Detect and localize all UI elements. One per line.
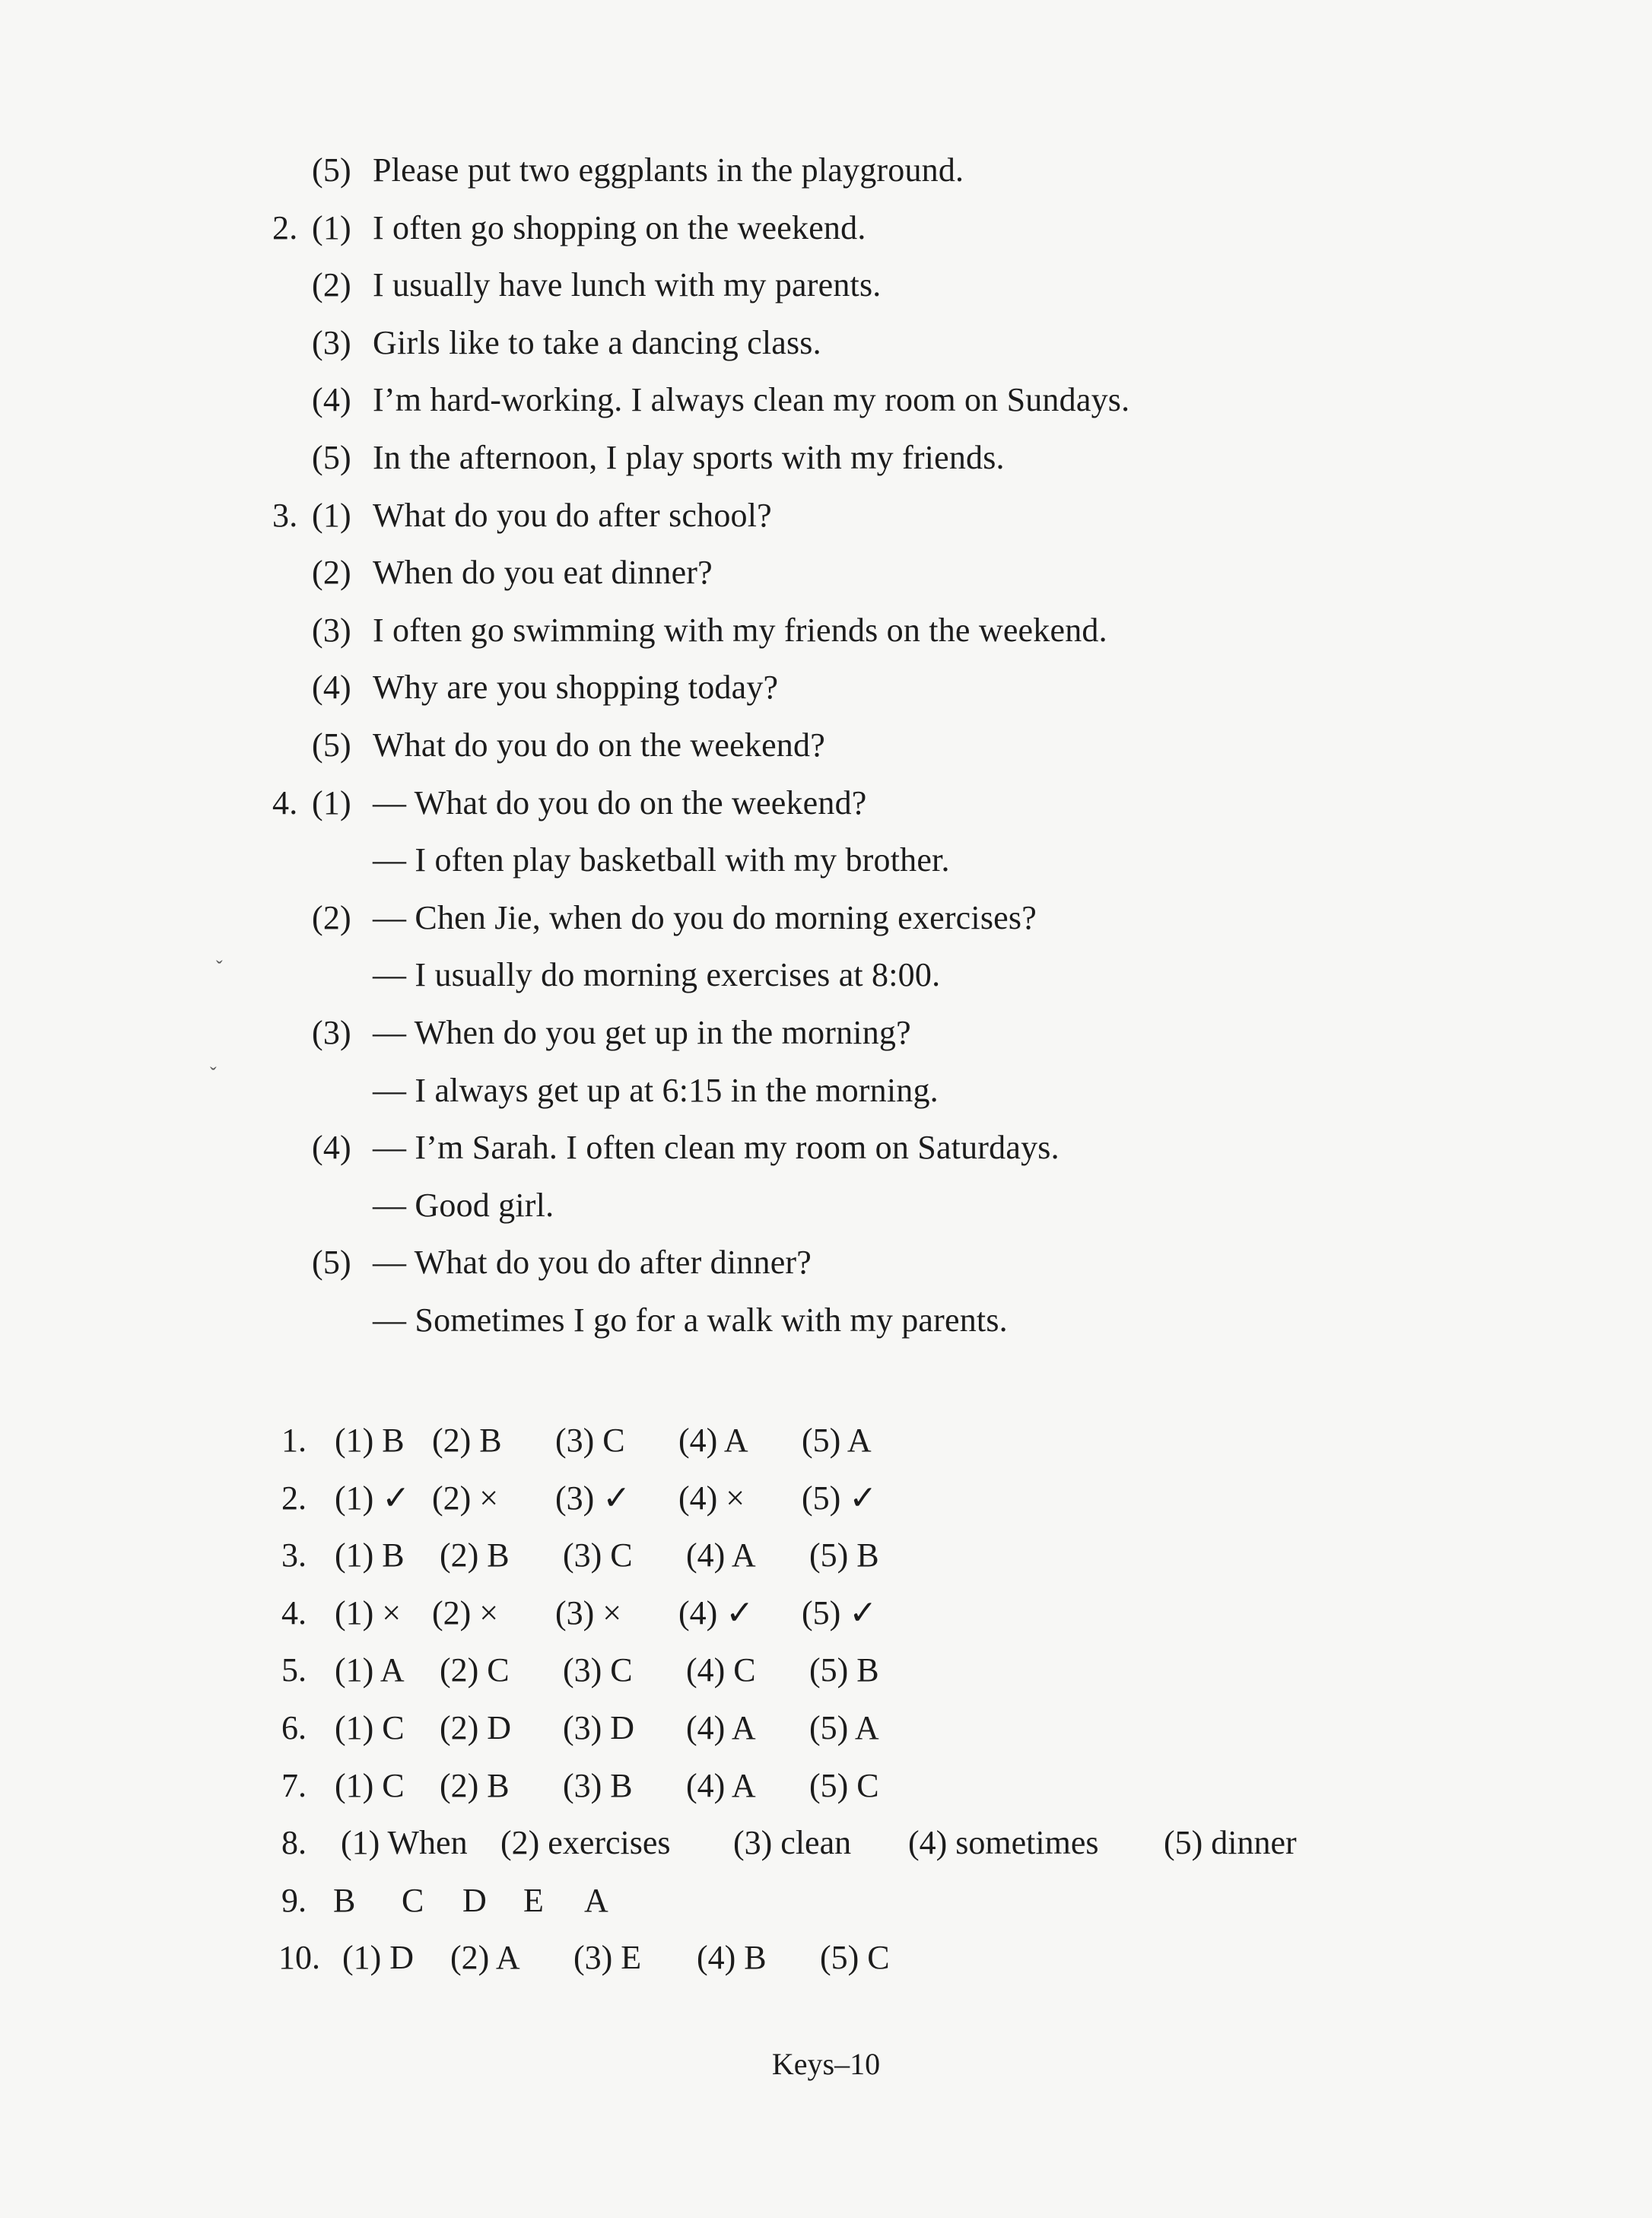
answer-text: Please put two eggplants in the playground. <box>373 151 964 189</box>
key-answer-item: (2) B <box>440 1536 510 1575</box>
sub-number: (5) <box>312 439 351 476</box>
key-answer-item: (1) C <box>335 1709 405 1746</box>
sub-number: (1) <box>312 208 351 246</box>
key-answer-item: (3) C <box>563 1536 633 1575</box>
key-answer-item: (5) dinner <box>1164 1824 1297 1862</box>
key-question-number: 5. <box>281 1651 307 1689</box>
key-question-number: 8. <box>281 1824 307 1862</box>
question-number: 4. <box>272 783 298 821</box>
sub-number: (1) <box>312 496 351 534</box>
answer-text: — Good girl. <box>373 1186 554 1224</box>
answer-text: I often go shopping on the weekend. <box>373 208 866 246</box>
key-answer-item: (5) B <box>809 1651 879 1689</box>
key-answer-item: (3) C <box>555 1422 625 1459</box>
answer-text: — Chen Jie, when do you do morning exercises? <box>373 898 1037 936</box>
key-answer-item: (1) ✓ <box>335 1479 411 1517</box>
key-question-number: 10. <box>278 1939 320 1977</box>
answer-text: — I’m Sarah. I often clean my room on Saturdays. <box>373 1129 1060 1167</box>
answer-text: What do you do after school? <box>373 496 772 534</box>
key-answer-item: (5) A <box>809 1709 879 1746</box>
key-answer-item: (1) C <box>335 1766 405 1804</box>
answer-text: Girls like to take a dancing class. <box>373 323 821 361</box>
key-answer-item: (4) A <box>686 1709 756 1746</box>
key-answer-item: (2) B <box>440 1766 510 1804</box>
answer-text: — I often play basketball with my brother. <box>373 841 950 879</box>
key-question-number: 4. <box>281 1594 307 1632</box>
key-question-number: 7. <box>281 1766 307 1804</box>
sub-number: (5) <box>312 726 351 764</box>
key-answer-item: (4) C <box>686 1651 756 1689</box>
key-question-number: 3. <box>281 1536 307 1575</box>
sub-number: (2) <box>312 554 351 592</box>
sub-number: (3) <box>312 611 351 649</box>
sub-number: (3) <box>312 1014 351 1051</box>
sub-number: (5) <box>312 151 351 189</box>
key-answer-item: D <box>462 1881 487 1919</box>
scan-mark: ˇ <box>210 1063 217 1085</box>
key-answer-item: B <box>333 1881 356 1919</box>
key-answer-item: (5) ✓ <box>802 1479 878 1517</box>
key-answer-item: (4) sometimes <box>908 1824 1099 1862</box>
sub-number: (4) <box>312 669 351 707</box>
answer-text: — I always get up at 6:15 in the morning. <box>373 1071 939 1109</box>
key-answer-item: (2) exercises <box>500 1824 671 1862</box>
sub-number: (2) <box>312 898 351 936</box>
key-answer-item: (5) C <box>809 1766 879 1804</box>
key-answer-item: (3) D <box>563 1709 635 1746</box>
key-answer-item: (5) B <box>809 1536 879 1575</box>
sub-number: (3) <box>312 323 351 361</box>
key-question-number: 2. <box>281 1479 307 1517</box>
key-answer-item: (2) B <box>432 1422 502 1459</box>
answer-text: — When do you get up in the morning? <box>373 1014 911 1051</box>
key-answer-item: (2) A <box>450 1939 520 1977</box>
key-answer-item: (5) A <box>802 1422 872 1459</box>
key-answer-item: (3) E <box>573 1939 642 1977</box>
answer-text: — I usually do morning exercises at 8:00. <box>373 956 941 994</box>
key-answer-item: (5) C <box>820 1939 890 1977</box>
answer-text: I often go swimming with my friends on the weekend. <box>373 611 1107 649</box>
key-answer-item: (4) A <box>686 1536 756 1575</box>
key-answer-item: A <box>584 1881 608 1919</box>
key-question-number: 9. <box>281 1881 307 1919</box>
sub-number: (4) <box>312 1129 351 1167</box>
key-answer-item: (4) A <box>678 1422 748 1459</box>
answer-text: I usually have lunch with my parents. <box>373 266 882 304</box>
scan-mark: ˇ <box>216 957 223 979</box>
answer-text: — Sometimes I go for a walk with my parents. <box>373 1301 1008 1339</box>
key-answer-item: (4) A <box>686 1766 756 1804</box>
key-answer-item: E <box>523 1881 544 1919</box>
page-footer: Keys–10 <box>771 2047 881 2081</box>
answer-text: When do you eat dinner? <box>373 554 713 592</box>
key-question-number: 1. <box>281 1422 307 1459</box>
key-answer-item: (3) × <box>555 1594 622 1632</box>
key-answer-item: (1) × <box>335 1594 402 1632</box>
key-answer-item: (5) ✓ <box>802 1594 878 1632</box>
answer-text: Why are you shopping today? <box>373 669 779 707</box>
sub-number: (5) <box>312 1244 351 1282</box>
key-answer-item: C <box>402 1881 424 1919</box>
sub-number: (4) <box>312 381 351 419</box>
key-answer-item: (3) C <box>563 1651 633 1689</box>
key-answer-item: (1) B <box>335 1536 405 1575</box>
key-answer-item: (1) D <box>342 1939 415 1977</box>
sub-number: (2) <box>312 266 351 304</box>
key-answer-item: (3) clean <box>733 1824 852 1862</box>
key-answer-item: (3) ✓ <box>555 1479 631 1517</box>
sub-number: (1) <box>312 783 351 821</box>
answer-text: What do you do on the weekend? <box>373 726 825 764</box>
key-answer-item: (2) × <box>432 1594 499 1632</box>
key-answer-item: (2) D <box>440 1709 512 1746</box>
key-answer-item: (1) B <box>335 1422 405 1459</box>
answer-text: I’m hard-working. I always clean my room on Sundays. <box>373 381 1130 419</box>
key-answer-item: (1) When <box>341 1824 468 1862</box>
key-answer-item: (4) × <box>678 1479 745 1517</box>
key-answer-item: (2) × <box>432 1479 499 1517</box>
key-answer-item: (3) B <box>563 1766 633 1804</box>
answer-text: — What do you do after dinner? <box>373 1244 812 1282</box>
key-question-number: 6. <box>281 1709 307 1746</box>
answer-text: In the afternoon, I play sports with my friends. <box>373 439 1005 476</box>
key-answer-item: (4) ✓ <box>678 1594 755 1632</box>
question-number: 3. <box>272 496 298 534</box>
key-answer-item: (2) C <box>440 1651 510 1689</box>
question-number: 2. <box>272 208 298 246</box>
key-answer-item: (4) B <box>697 1939 767 1977</box>
answer-text: — What do you do on the weekend? <box>373 783 867 821</box>
key-answer-item: (1) A <box>335 1651 405 1689</box>
